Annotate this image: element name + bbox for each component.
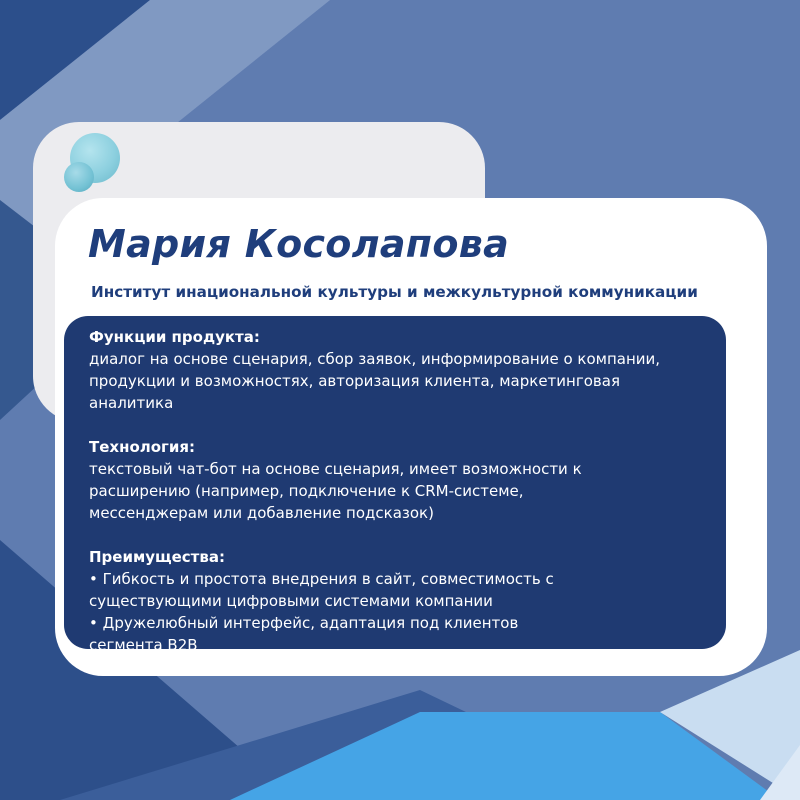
section-line: аналитика — [89, 394, 174, 412]
section-product-functions — [89, 326, 726, 414]
decorative-ball-small — [64, 162, 94, 192]
person-name: Мария Косолапова — [88, 222, 510, 266]
info-panel — [64, 316, 726, 654]
section-advantages — [89, 546, 726, 656]
section-heading: Технология: — [89, 438, 196, 456]
section-heading: Преимущества: — [89, 548, 225, 566]
section-line: сегмента B2B — [89, 636, 198, 654]
section-line: • Гибкость и простота внедрения в сайт, совместимость с — [89, 570, 554, 588]
section-line: расширению (например, подключение к CRM-системе, — [89, 482, 524, 500]
section-line: существующими цифровыми системами компании — [89, 592, 493, 610]
section-line: продукции и возможностях, авторизация клиента, маркетинговая — [89, 372, 620, 390]
section-line: текстовый чат-бот на основе сценария, имеет возможности к — [89, 460, 582, 478]
institute-name: Институт инациональной культуры и межкультурной коммуникации — [91, 283, 698, 301]
section-heading: Функции продукта: — [89, 328, 260, 346]
section-line: диалог на основе сценария, сбор заявок, информирование о компании, — [89, 350, 661, 368]
section-technology — [89, 436, 726, 524]
section-line: • Дружелюбный интерфейс, адаптация под клиентов — [89, 614, 519, 632]
section-line: мессенджерам или добавление подсказок) — [89, 504, 434, 522]
